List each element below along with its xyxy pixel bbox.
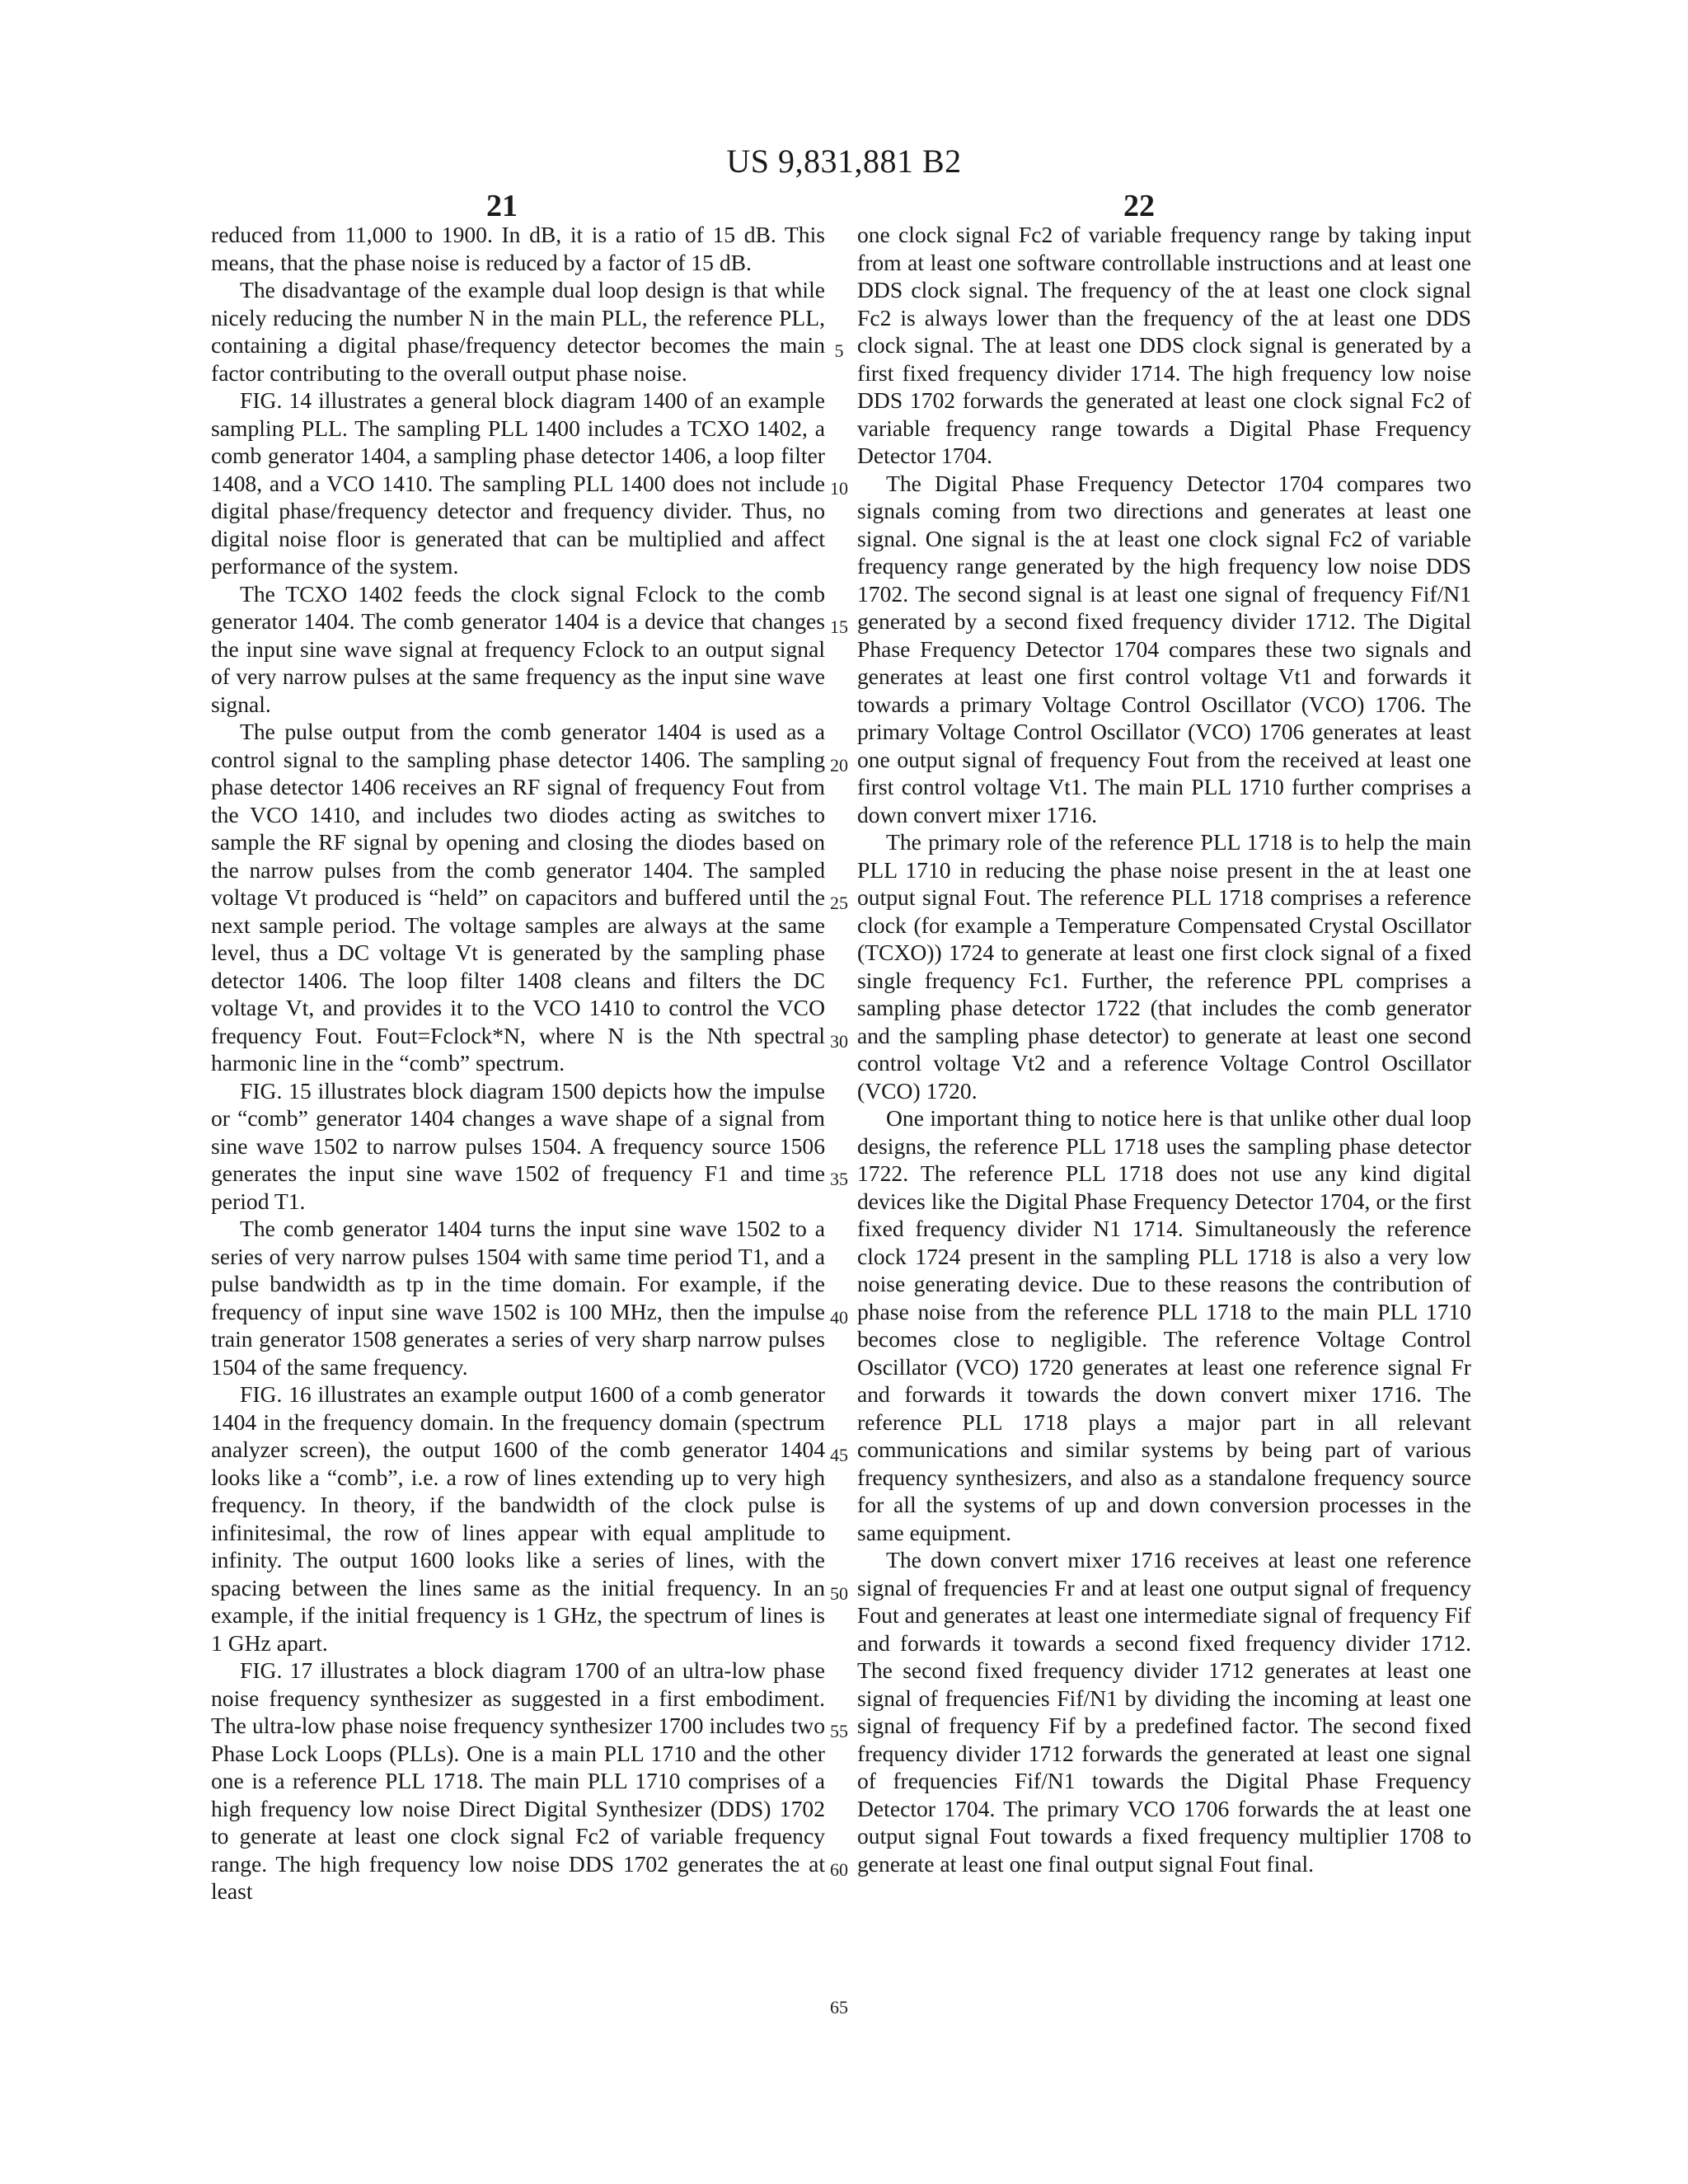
line-number: 45 <box>830 1445 848 1465</box>
paragraph: one clock signal Fc2 of variable frequency range by taking input from at least one software controllable instructions and at least one DDS clock signal. The frequency of the at least one clock signal Fc2 is always lower than the frequency of the at least one DDS clock signal. The at least one DDS clock signal is generated by a first fixed frequency divider 1714. The high frequency low noise DDS 1702 forwards the generated at least one clock signal Fc2 of variable frequency range towards a Digital Phase Frequency Detector 1704. <box>857 222 1471 468</box>
line-number: 60 <box>830 1859 848 1880</box>
line-number: 5 <box>834 340 844 361</box>
line-number: 55 <box>830 1721 848 1741</box>
paragraph: The down convert mixer 1716 receives at least one reference signal of frequencies Fr and at least one output signal of frequency Fout and generates at least one intermediate signal of frequency Fif and forwards it towards a second fixed frequency divider 1712. The second fixed frequency divider 1712 generates at least one signal of frequencies Fif/N1 by dividing the incoming at least one signal of frequency Fif by a predefined factor. The second fixed frequency divider 1712 forwards the generated at least one signal of frequencies Fif/N1 towards the Digital Phase Frequency Detector 1704. The primary VCO 1706 forwards the at least one output signal Fout towards a fixed frequency multiplier 1708 to generate at least one final output signal Fout final. <box>857 1547 1471 1877</box>
line-number: 50 <box>830 1583 848 1604</box>
line-number: 65 <box>830 1997 848 2018</box>
paragraph: FIG. 14 illustrates a general block diagram 1400 of an example sampling PLL. The sampling PLL 1400 includes a TCXO 1402, a comb generator 1404, a sampling phase detector 1406, a loop filter 1408, and a VCO 1410. The sampling PLL 1400 does not include digital phase/frequency detector and frequency divider. Thus, no digital noise floor is generated that can be multiplied and affect performance of the system. <box>211 387 825 579</box>
left-column <box>211 221 825 1905</box>
line-number: 40 <box>830 1307 848 1328</box>
paragraph: The Digital Phase Frequency Detector 1704 compares two signals coming from two directions and generates at least one signal. One signal is the at least one clock signal Fc2 of variable frequency range generated by the high frequency low noise DDS 1702. The second signal is at least one signal of frequency Fif/N1 generated by a second fixed frequency divider 1712. The Digital Phase Frequency Detector 1704 compares these two signals and generates at least one first control voltage Vt1 and forwards it towards a primary Voltage Control Oscillator (VCO) 1706. The primary Voltage Control Oscillator (VCO) 1706 generates at least one output signal of frequency Fout from the received at least one first control voltage Vt1. The main PLL 1710 further comprises a down convert mixer 1716. <box>857 470 1471 827</box>
line-number: 20 <box>830 755 848 776</box>
paragraph: The disadvantage of the example dual loop design is that while nicely reducing the number N in the main PLL, the reference PLL, containing a digital phase/frequency detector becomes the main factor contributing to the overall output phase noise. <box>211 277 825 386</box>
patent-number: US 9,831,881 B2 <box>726 143 962 180</box>
right-column <box>857 221 1471 1877</box>
line-number: 35 <box>830 1169 848 1189</box>
left-column-number: 21 <box>486 189 518 223</box>
paragraph: FIG. 17 illustrates a block diagram 1700 of an ultra-low phase noise frequency synthesizer as suggested in a first embodiment. The ultra-low phase noise frequency synthesizer 1700 includes two Phase Lock Loops (PLLs). One is a main PLL 1710 and the other one is a reference PLL 1718. The main PLL 1710 comprises of a high frequency low noise Direct Digital Synthesizer (DDS) 1702 to generate at least one clock signal Fc2 of variable frequency range. The high frequency low noise DDS 1702 generates the at least <box>211 1657 825 1904</box>
paragraph: The pulse output from the comb generator 1404 is used as a control signal to the sampling phase detector 1406. The sampling phase detector 1406 receives an RF signal of frequency Fout from the VCO 1410, and includes two diodes acting as switches to sample the RF signal by opening and closing the diodes based on the narrow pulses from the comb generator 1404. The sampled voltage Vt produced is “held” on capacitors and buffered until the next sample period. The voltage samples are always at the same level, thus a DC voltage Vt is generated by the sampling phase detector 1406. The loop filter 1408 cleans and filters the DC voltage Vt, and provides it to the VCO 1410 to control the VCO frequency Fout. Fout=Fclock*N, where N is the Nth spectral harmonic line in the “comb” spectrum. <box>211 719 825 1076</box>
paragraph: The primary role of the reference PLL 1718 is to help the main PLL 1710 in reducing the phase noise present in the at least one output signal Fout. The reference PLL 1718 comprises a reference clock (for example a Temperature Compensated Crystal Oscillator (TCXO)) 1724 to generate at least one first clock signal of a fixed single frequency Fc1. Further, the reference PPL comprises a sampling phase detector 1722 (that includes the comb generator and the sampling phase detector) to generate at least one second control voltage Vt2 and a reference Voltage Control Oscillator (VCO) 1720. <box>857 829 1471 1104</box>
line-number: 25 <box>830 893 848 913</box>
paragraph: FIG. 16 illustrates an example output 1600 of a comb generator 1404 in the frequency domain. In the frequency domain (spectrum analyzer screen), the output 1600 of the comb generator 1404 looks like a “comb”, i.e. a row of lines extending up to very high frequency. In theory, if the bandwidth of the clock pulse is infinitesimal, the row of lines appear with equal amplitude to infinity. The output 1600 looks like a series of lines, with the spacing between the lines same as the initial frequency. In an example, if the initial frequency is 1 GHz, the spectrum of lines is 1 GHz apart. <box>211 1381 825 1656</box>
right-column-number: 22 <box>1123 189 1155 223</box>
paragraph: The TCXO 1402 feeds the clock signal Fclock to the comb generator 1404. The comb generator 1404 is a device that changes the input sine wave signal at frequency Fclock to an output signal of very narrow pulses at the same frequency as the input sine wave signal. <box>211 580 825 717</box>
line-number: 15 <box>830 616 848 637</box>
line-number: 10 <box>830 478 848 499</box>
paragraph: One important thing to notice here is that unlike other dual loop designs, the reference PLL 1718 uses the sampling phase detector 1722. The reference PLL 1718 does not use any kind digital devices like the Digital Phase Frequency Detector 1704, or the first fixed frequency divider N1 1714. Simultaneously the reference clock 1724 present in the sampling PLL 1718 is also a very low noise generating device. Due to these reasons the contribution of phase noise from the reference PLL 1718 to the main PLL 1710 becomes close to negligible. The reference Voltage Control Oscillator (VCO) 1720 generates at least one reference signal Fr and forwards it towards the down convert mixer 1716. The reference PLL 1718 plays a major part in all relevant communications and similar systems by being part of various frequency synthesizers, and also as a standalone frequency source for all the systems of up and down conversion processes in the same equipment. <box>857 1105 1471 1545</box>
line-number: 30 <box>830 1031 848 1052</box>
paragraph: reduced from 11,000 to 1900. In dB, it is a ratio of 15 dB. This means, that the phase noise is reduced by a factor of 15 dB. <box>211 222 825 275</box>
paragraph: The comb generator 1404 turns the input sine wave 1502 to a series of very narrow pulses 1504 with same time period T1, and a pulse bandwidth as tp in the time domain. For example, if the frequency of input sine wave 1502 is 100 MHz, then the impulse train generator 1508 generates a series of very sharp narrow pulses 1504 of the same frequency. <box>211 1216 825 1380</box>
paragraph: FIG. 15 illustrates block diagram 1500 depicts how the impulse or “comb” generator 1404 changes a wave shape of a signal from sine wave 1502 to narrow pulses 1504. A frequency source 1506 generates the input sine wave 1502 of frequency F1 and time period T1. <box>211 1077 825 1214</box>
